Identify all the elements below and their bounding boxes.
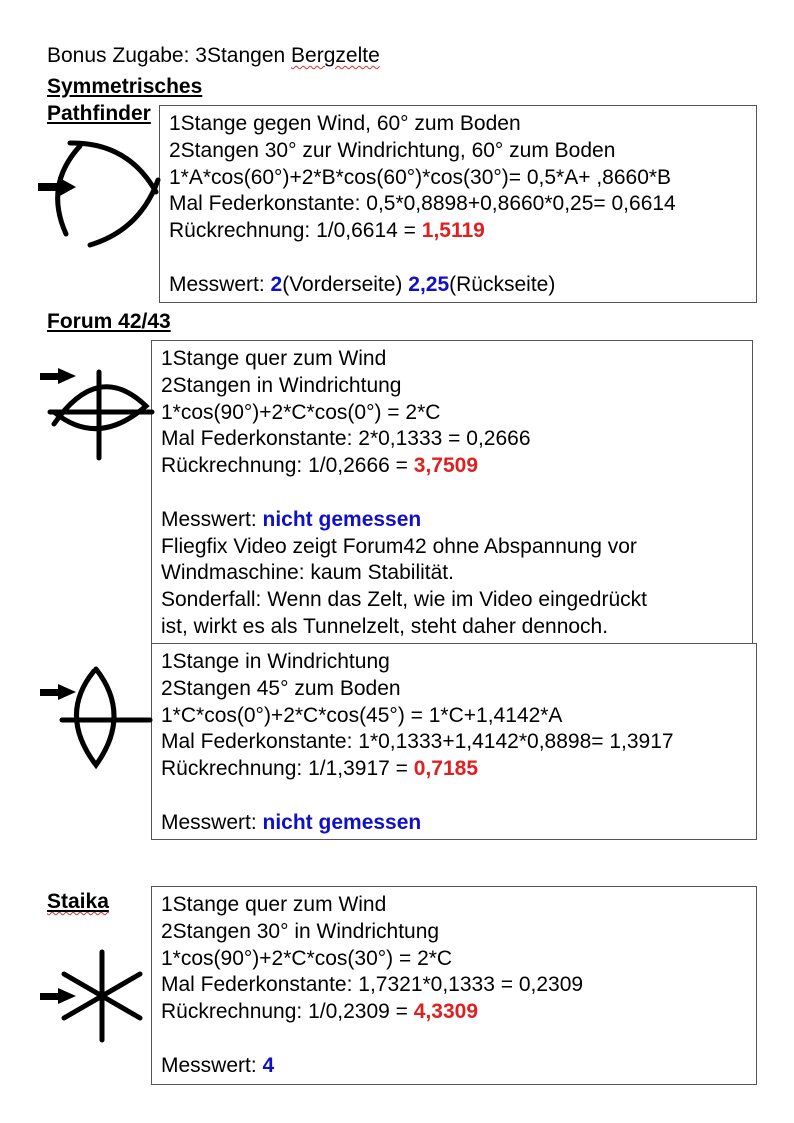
staika-spacer <box>161 1026 747 1053</box>
pathfinder-line-2: 2Stangen 30° zur Windrichtung, 60° zum Boden <box>169 138 616 162</box>
pathfinder-measure-text-2: (Rückseite) <box>449 272 556 296</box>
forum-alt-line-1: 1Stange in Windrichtung <box>161 650 390 673</box>
staika-box <box>151 886 757 1085</box>
forum-measure-label: Messwert: <box>161 507 263 531</box>
asterisk-tent-icon <box>36 948 156 1048</box>
staika-line-3: 1*cos(90°)+2*C*cos(30°) = 2*C <box>161 946 453 970</box>
pathfinder-measure-label: Messwert: <box>169 272 271 296</box>
pathfinder-box <box>159 105 757 303</box>
staika-result <box>161 999 747 1026</box>
forum-alt-spacer <box>161 783 747 810</box>
forum-measure-value: nicht gemessen <box>262 507 422 531</box>
forum-alt-result-value: 0,7185 <box>413 757 478 781</box>
heading-forum: Forum 42/43 <box>47 310 171 333</box>
page-title <box>47 44 380 68</box>
forum-alt-measure-label: Messwert: <box>161 810 263 834</box>
forum-result-value: 3,7509 <box>413 454 478 478</box>
forum-alt-result <box>161 756 747 783</box>
forum-alt-line-4: Mal Federkonstante: 1*0,1333+1,4142*0,8898= 1,3917 <box>161 730 674 754</box>
staika-line-4: Mal Federkonstante: 1,7321*0,1333 = 0,2309 <box>161 973 584 997</box>
pathfinder-line-3: 1*A*cos(60°)+2*B*cos(60°)*cos(30°)= 0,5*A+ ,8660*B <box>169 165 672 189</box>
heading-pathfinder-2: Pathfinder <box>47 102 151 125</box>
staika-line-1: 1Stange quer zum Wind <box>161 893 387 916</box>
three-arc-tent-icon <box>30 130 170 250</box>
forum-alt-line-2: 2Stangen 45° zum Boden <box>161 676 401 700</box>
forum-note-3: Sonderfall: Wenn das Zelt, wie im Video eingedrückt <box>161 588 647 612</box>
pathfinder-measure-value-1: 2 <box>270 272 283 296</box>
forum-alt-box <box>151 643 757 840</box>
title-word: Bergzelte <box>291 44 380 67</box>
pathfinder-measure-text-1: (Vorderseite) <box>282 272 409 296</box>
staika-measure-label: Messwert: <box>161 1053 263 1077</box>
pathfinder-result <box>169 218 747 245</box>
forum-note-2: Windmaschine: kaum Stabilität. <box>161 561 454 585</box>
forum-spacer <box>161 480 743 507</box>
forum-note-1: Fliegfix Video zeigt Forum42 ohne Abspannung vor <box>161 534 637 558</box>
cross-ellipse-tent-icon <box>36 362 156 462</box>
pathfinder-result-prefix: Rückrechnung: 1/0,6614 = <box>169 219 422 243</box>
vertical-ellipse-tent-icon <box>36 665 156 771</box>
forum-line-2: 2Stangen in Windrichtung <box>161 373 402 397</box>
staika-result-prefix: Rückrechnung: 1/0,2309 = <box>161 1000 414 1024</box>
pathfinder-spacer <box>169 245 747 272</box>
pathfinder-line-1: 1Stange gegen Wind, 60° zum Boden <box>169 112 521 135</box>
pathfinder-result-value: 1,5119 <box>421 219 485 243</box>
forum-note-4: ist, wirkt es als Tunnelzelt, steht daher dennoch. <box>161 614 609 638</box>
heading-staika-text: Staika <box>47 890 109 913</box>
title-prefix: Bonus Zugabe: 3Stangen <box>47 44 292 67</box>
staika-measure-value: 4 <box>262 1053 275 1077</box>
forum-alt-measure <box>161 810 747 837</box>
pathfinder-line-4: Mal Federkonstante: 0,5*0,8898+0,8660*0,25= 0,6614 <box>169 192 676 216</box>
forum-result <box>161 453 743 480</box>
forum-line-3: 1*cos(90°)+2*C*cos(0°) = 2*C <box>161 400 441 424</box>
forum-alt-measure-value: nicht gemessen <box>262 810 422 834</box>
heading-staika <box>47 890 109 914</box>
staika-result-value: 4,3309 <box>413 1000 478 1024</box>
pathfinder-measure <box>169 272 747 299</box>
forum-result-prefix: Rückrechnung: 1/0,2666 = <box>161 454 414 478</box>
pathfinder-measure-value-2: 2,25 <box>408 272 450 296</box>
staika-measure <box>161 1053 747 1080</box>
heading-pathfinder-1: Symmetrisches <box>47 75 203 98</box>
staika-line-2: 2Stangen 30° in Windrichtung <box>161 919 440 943</box>
forum-line-1: 1Stange quer zum Wind <box>161 347 387 370</box>
forum-measure <box>161 507 743 534</box>
forum-line-4: Mal Federkonstante: 2*0,1333 = 0,2666 <box>161 427 531 451</box>
forum-box <box>151 340 753 644</box>
forum-alt-line-3: 1*C*cos(0°)+2*C*cos(45°) = 1*C+1,4142*A <box>161 703 563 727</box>
forum-alt-result-prefix: Rückrechnung: 1/1,3917 = <box>161 757 414 781</box>
